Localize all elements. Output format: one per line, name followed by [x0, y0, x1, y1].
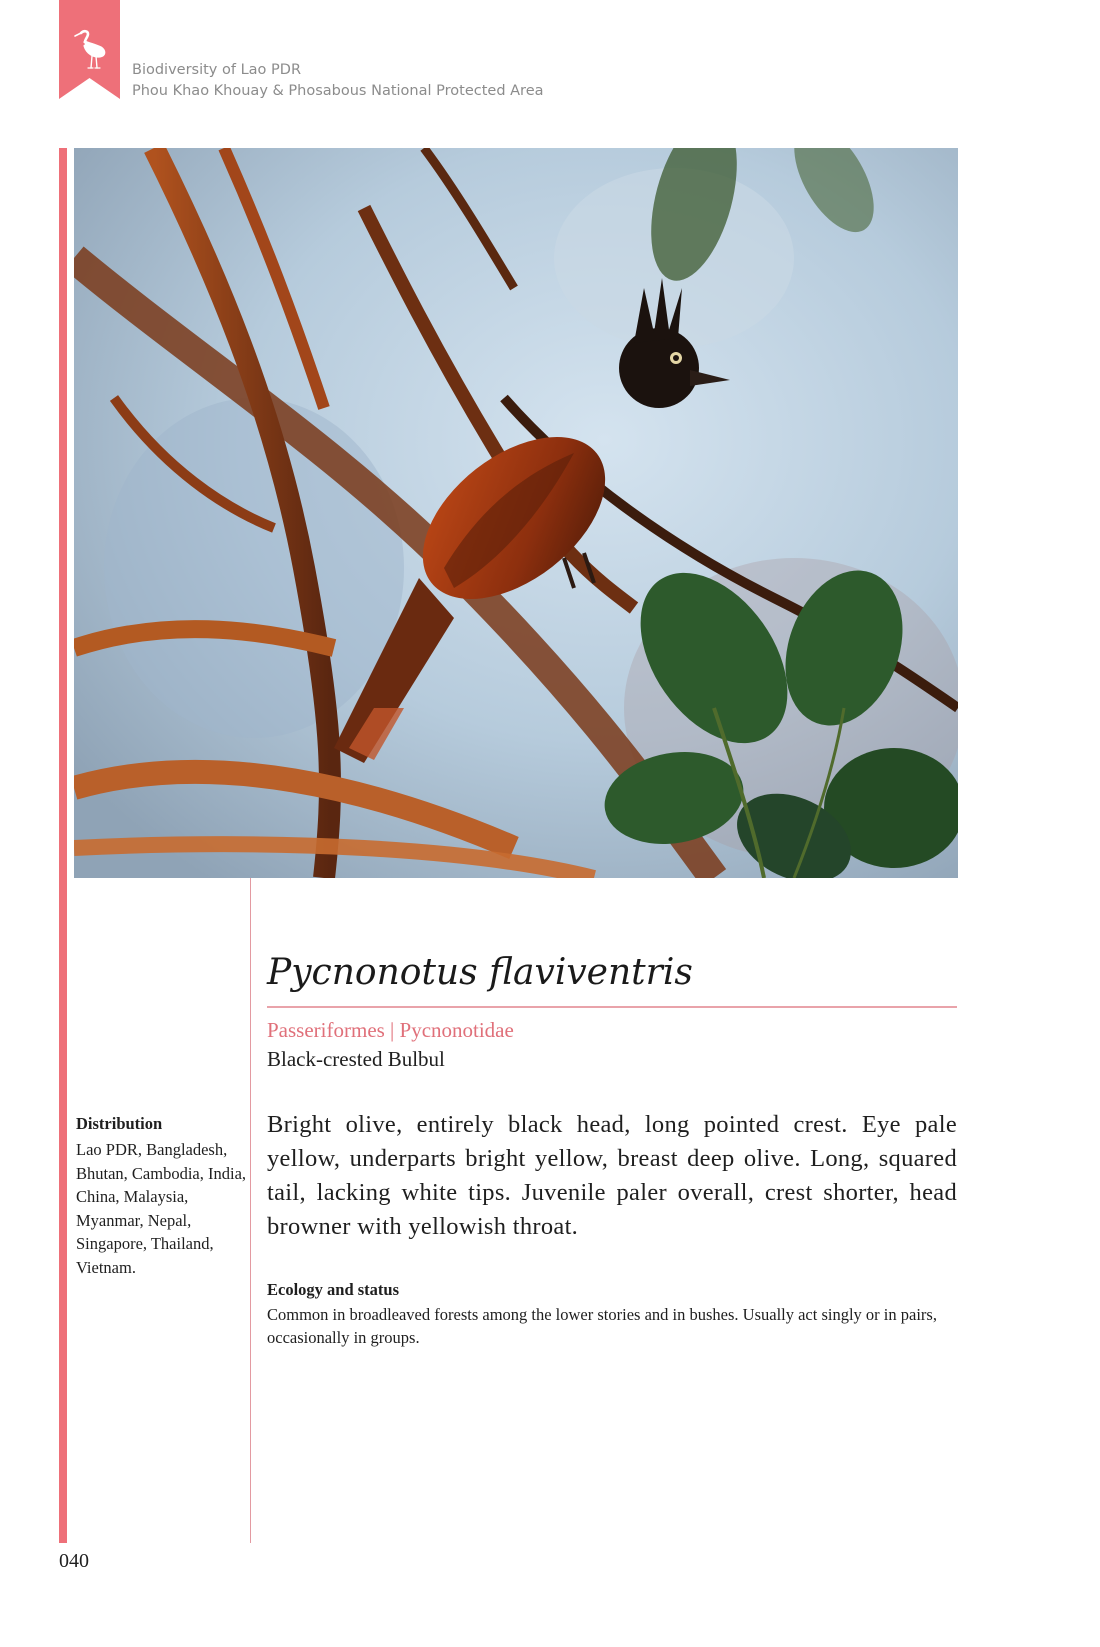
species-description: Bright olive, entirely black head, long pointed crest. Eye pale yellow, underparts bright yellow, breast deep olive. Long, squared tail, lacking white tips. Juvenile paler overall, crest shorter, head browner with yellowish throat. [267, 1111, 957, 1240]
ecology-text: Common in broadleaved forests among the lower stories and in bushes. Usually act singly or in pairs, occasionally in groups. [267, 1305, 937, 1347]
publication-header [132, 60, 544, 102]
species-taxonomy: Passeriformes | Pycnonotidae [267, 1018, 514, 1042]
distribution-heading: Distribution [76, 1114, 163, 1133]
ecology-heading: Ecology and status [267, 1280, 400, 1299]
column-divider [250, 878, 251, 1543]
distribution-text: Lao PDR, Bangladesh, Bhutan, Cambodia, India, China, Malaysia, Myanmar, Nepal, Singapore, Thailand, Vietnam. [76, 1140, 247, 1277]
bookmark-ribbon [59, 0, 120, 99]
species-scientific-name: Pycnonotus flaviventris [267, 952, 693, 993]
header-subtitle: Phou Khao Khouay & Phosabous National Protected Area [132, 83, 544, 99]
species-common-name: Black-crested Bulbul [267, 1047, 445, 1071]
bird-photo [74, 148, 958, 878]
accent-bar [59, 148, 67, 1543]
header-title: Biodiversity of Lao PDR [132, 62, 302, 78]
title-underline [267, 1006, 957, 1008]
page-number: 040 [59, 1550, 89, 1572]
